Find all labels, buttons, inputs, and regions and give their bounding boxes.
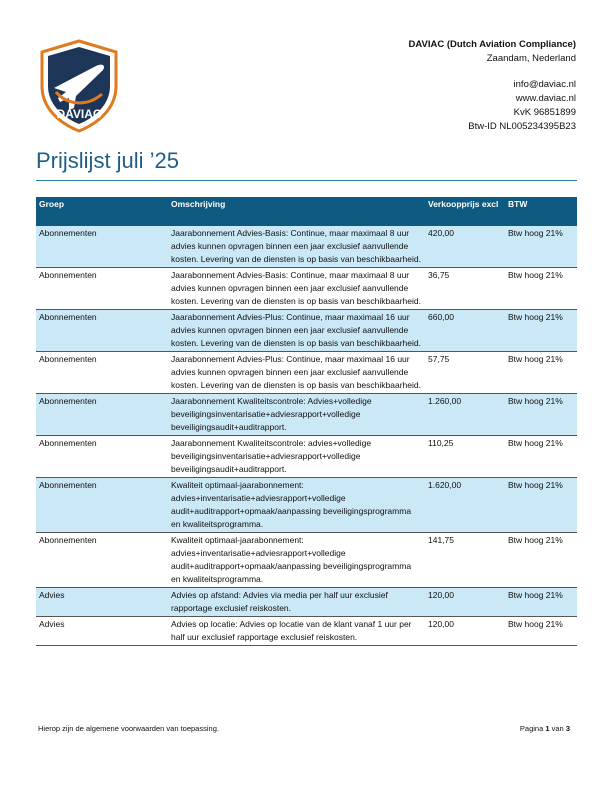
cell-vat: Btw hoog 21% bbox=[505, 478, 577, 533]
cell-vat: Btw hoog 21% bbox=[505, 394, 577, 436]
cell-group: Advies bbox=[36, 588, 168, 617]
cell-vat: Btw hoog 21% bbox=[505, 352, 577, 394]
header-price: Verkoopprijs excl bbox=[425, 197, 505, 226]
cell-group: Advies bbox=[36, 617, 168, 646]
cell-description: Jaarabonnement Advies-Basis: Continue, maar maximaal 8 uur advies kunnen opvragen binnen een jaar exclusief aanvullende kosten. Levering van de diensten is op basis van beschikbaarheid. bbox=[168, 226, 425, 268]
company-btw-id: Btw-ID NL005234395B23 bbox=[468, 121, 576, 132]
cell-vat: Btw hoog 21% bbox=[505, 533, 577, 588]
cell-vat: Btw hoog 21% bbox=[505, 436, 577, 478]
table-row bbox=[36, 533, 577, 588]
table-row bbox=[36, 310, 577, 352]
cell-price: 1.620,00 bbox=[425, 478, 505, 533]
cell-description: Kwaliteit optimaal-jaarabonnement: advies+inventarisatie+adviesrapport+volledige audit+auditrapport+opmaak/aanpassing beveiligingsprogramma en kwaliteitsprogramma. bbox=[168, 533, 425, 588]
cell-price: 660,00 bbox=[425, 310, 505, 352]
cell-description: Jaarabonnement Advies-Plus: Continue, maar maximaal 16 uur advies kunnen opvragen binnen een jaar exclusief aanvullende kosten. Levering van de diensten is op basis van beschikbaarheid. bbox=[168, 352, 425, 394]
cell-vat: Btw hoog 21% bbox=[505, 310, 577, 352]
cell-vat: Btw hoog 21% bbox=[505, 268, 577, 310]
cell-description: Jaarabonnement Kwaliteitscontrole: advies+volledige beveiligingsinventarisatie+adviesrapport+volledige beveiligingsaudit+auditrapport. bbox=[168, 436, 425, 478]
cell-group: Abonnementen bbox=[36, 478, 168, 533]
table-row bbox=[36, 268, 577, 310]
price-table bbox=[36, 197, 577, 646]
cell-price: 110,25 bbox=[425, 436, 505, 478]
table-row bbox=[36, 436, 577, 478]
logo-text: DAVIAC bbox=[56, 107, 102, 121]
table-row bbox=[36, 394, 577, 436]
cell-description: Jaarabonnement Advies-Plus: Continue, maar maximaal 16 uur advies kunnen opvragen binnen een jaar exclusief aanvullende kosten. Levering van de diensten is op basis van beschikbaarheid. bbox=[168, 310, 425, 352]
cell-group: Abonnementen bbox=[36, 533, 168, 588]
company-details bbox=[409, 38, 577, 134]
cell-group: Abonnementen bbox=[36, 394, 168, 436]
cell-price: 57,75 bbox=[425, 352, 505, 394]
company-kvk: KvK 96851899 bbox=[513, 107, 576, 118]
terms-note: Hierop zijn de algemene voorwaarden van toepassing. bbox=[38, 724, 219, 733]
page-number bbox=[520, 724, 570, 733]
table-row bbox=[36, 352, 577, 394]
cell-description: Jaarabonnement Advies-Basis: Continue, maar maximaal 8 uur advies kunnen opvragen binnen een jaar exclusief aanvullende kosten. Levering van de diensten is op basis van beschikbaarheid. bbox=[168, 268, 425, 310]
company-email: info@daviac.nl bbox=[513, 79, 576, 90]
cell-group: Abonnementen bbox=[36, 352, 168, 394]
title-underline bbox=[36, 180, 577, 181]
cell-group: Abonnementen bbox=[36, 268, 168, 310]
table-row bbox=[36, 588, 577, 617]
cell-group: Abonnementen bbox=[36, 226, 168, 268]
cell-description: Advies op afstand: Advies via media per half uur exclusief rapportage exclusief reiskosten. bbox=[168, 588, 425, 617]
company-name: DAVIAC (Dutch Aviation Compliance) bbox=[408, 39, 576, 50]
header-vat: BTW bbox=[505, 197, 577, 226]
page-prefix: Pagina bbox=[519, 724, 544, 733]
cell-vat: Btw hoog 21% bbox=[505, 588, 577, 617]
page-separator: van bbox=[551, 724, 564, 733]
company-website: www.daviac.nl bbox=[515, 93, 576, 104]
page-current: 1 bbox=[545, 724, 550, 733]
cell-group: Abonnementen bbox=[36, 310, 168, 352]
table-row bbox=[36, 226, 577, 268]
cell-vat: Btw hoog 21% bbox=[505, 226, 577, 268]
header-group: Groep bbox=[36, 197, 168, 226]
cell-price: 141,75 bbox=[425, 533, 505, 588]
cell-price: 120,00 bbox=[425, 588, 505, 617]
cell-price: 420,00 bbox=[425, 226, 505, 268]
cell-description: Jaarabonnement Kwaliteitscontrole: Advies+volledige beveiligingsinventarisatie+adviesrapport+volledige beveiligingsaudit+auditrapport. bbox=[168, 394, 425, 436]
cell-vat: Btw hoog 21% bbox=[505, 617, 577, 646]
cell-price: 1.260,00 bbox=[425, 394, 505, 436]
header-description: Omschrijving bbox=[168, 197, 425, 226]
cell-price: 36,75 bbox=[425, 268, 505, 310]
cell-price: 120,00 bbox=[425, 617, 505, 646]
page-total: 3 bbox=[565, 724, 570, 733]
page-title: Prijslijst juli ’25 bbox=[36, 148, 180, 173]
table-header-row bbox=[36, 197, 577, 226]
cell-group: Abonnementen bbox=[36, 436, 168, 478]
table-row bbox=[36, 478, 577, 533]
cell-description: Advies op locatie: Advies op locatie van de klant vanaf 1 uur per half uur exclusief rapportage exclusief reiskosten. bbox=[168, 617, 425, 646]
daviac-logo bbox=[36, 38, 122, 134]
cell-description: Kwaliteit optimaal-jaarabonnement: advies+inventarisatie+adviesrapport+volledige audit+auditrapport+opmaak/aanpassing beveiligingsprogramma en kwaliteitsprogramma. bbox=[168, 478, 425, 533]
table-row bbox=[36, 617, 577, 646]
company-city: Zaandam, Nederland bbox=[486, 53, 576, 64]
